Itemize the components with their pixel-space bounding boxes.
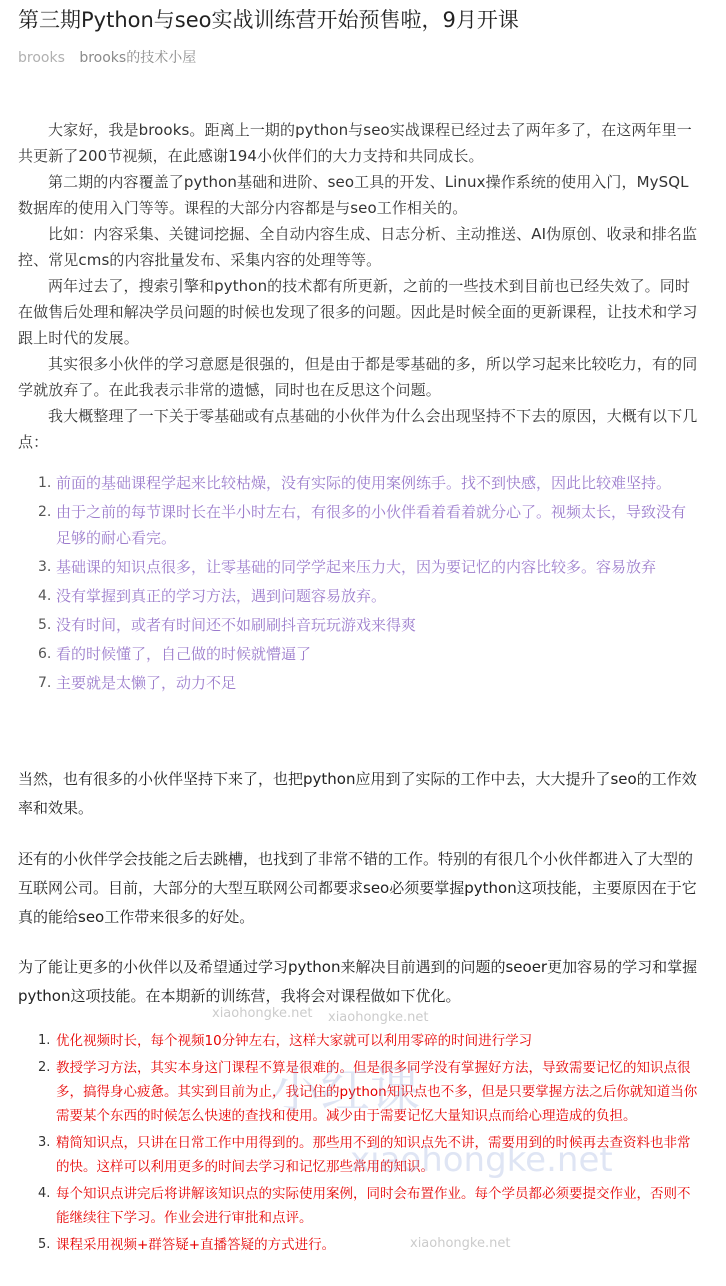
intro-paragraph: 比如：内容采集、关键词挖掘、全自动内容生成、日志分析、主动推送、AI伪原创、收录和排名监控、常见cms的内容批量发布、采集内容的处理等等。 [18, 225, 698, 269]
reason-item: 1. 前面的基础课程学起来比较枯燥，没有实际的使用案例练手。找不到快感，因此比较难坚持。 [38, 474, 672, 492]
intro-paragraph: 我大概整理了一下关于零基础或有点基础的小伙伴为什么会出现坚持不下去的原因，大概有以下几点： [18, 407, 698, 451]
reason-item: 5. 没有时间，或者有时间还不如刷刷抖音玩玩游戏来得爽 [38, 616, 417, 634]
optimization-item: 2. 教授学习方法，其实本身这门课程不算是很难的。但是很多同学没有掌握好方法，导致需要记忆的知识点很多，搞得身心疲惫。其实到目前为止，我记住的python知识点也不多，但是只要掌握方法之后你就知道当你需要某个东西的时候怎么快速的查找和使用。减少由于需要记忆大量知识点而给心理造成的负担。 [38, 1060, 698, 1124]
author-link[interactable]: brooks [18, 50, 65, 66]
intro-paragraph: 两年过去了，搜索引擎和python的技术都有所更新，之前的一些技术到目前也已经失效了。同时在做售后处理和解决学员问题的时候也发现了很多的问题。因此是时候全面的更新课程，让技术和学习跟上时代的发展。 [18, 277, 698, 347]
intro-paragraph: 其实很多小伙伴的学习意愿是很强的，但是由于都是零基础的多，所以学习起来比较吃力，有的同学就放弃了。在此我表示非常的遗憾，同时也在反思这个问题。 [18, 355, 698, 399]
reason-item: 2. 由于之前的每节课时长在半小时左右，有很多的小伙伴看着看着就分心了。视频太长，导致没有足够的耐心看完。 [38, 503, 687, 547]
intro-paragraph: 第二期的内容覆盖了python基础和进阶、seo工具的开发、Linux操作系统的使用入门，MySQL数据库的使用入门等等。课程的大部分内容都是与seo工作相关的。 [18, 173, 689, 217]
watermark-site: xiaohongke.net [328, 1010, 429, 1025]
watermark-site-large: xiaohongke.net [350, 1140, 613, 1180]
intro-section [18, 117, 700, 455]
watermark-site: xiaohongke.net [212, 1006, 313, 1021]
blog-name-link[interactable]: brooks的技术小屋 [79, 50, 197, 66]
paragraph-jobs: 还有的小伙伴学会技能之后去跳槽，也找到了非常不错的工作。特别的有很几个小伙伴都进入了大型的互联网公司。目前，大部分的大型互联网公司都要求seo必须要掌握python这项技能，主要原因在于它真的能给seo工作带来很多的好处。 [18, 850, 697, 926]
reason-item: 4. 没有掌握到真正的学习方法，遇到问题容易放弃。 [38, 587, 387, 605]
optimization-item: 4. 每个知识点讲完后将讲解该知识点的实际使用案例，同时会布置作业。每个学员都必须要提交作业，否则不能继续往下学习。作业会进行审批和点评。 [38, 1186, 691, 1226]
paragraph-optimize: 为了能让更多的小伙伴以及希望通过学习python来解决目前遇到的问题的seoer更加容易的学习和掌握python这项技能。在本期新的训练营，我将会对课程做如下优化。 [18, 958, 698, 1005]
reason-item: 7. 主要就是太懒了，动力不足 [38, 674, 237, 692]
paragraph-after-reasons: 当然，也有很多的小伙伴坚持下来了，也把python应用到了实际的工作中去，大大提升了seo的工作效率和效果。 [18, 770, 697, 817]
reason-item: 6. 看的时候懂了，自己做的时候就懵逼了 [38, 645, 312, 663]
optimization-item: 5. 课程采用视频+群答疑+直播答疑的方式进行。 [38, 1237, 336, 1253]
intro-paragraph: 大家好，我是brooks。距离上一期的python与seo实战课程已经过去了两年多了，在这两年里一共更新了200节视频，在此感谢194小伙伴们的大力支持和共同成长。 [18, 121, 692, 165]
optimization-item: 1. 优化视频时长，每个视频10分钟左右，这样大家就可以利用零碎的时间进行学习 [38, 1033, 533, 1049]
article-meta [18, 48, 196, 68]
reasons-list [18, 470, 700, 699]
reason-item: 3. 基础课的知识点很多，让零基础的同学学起来压力大，因为要记忆的内容比较多。容易放弃 [38, 558, 657, 576]
watermark-brand: 小红课 [270, 1061, 420, 1119]
article-title: 第三期Python与seo实战训练营开始预售啦，9月开课 [18, 8, 519, 32]
watermark-site: xiaohongke.net [410, 1236, 511, 1251]
optimization-item: 3. 精简知识点，只讲在日常工作中用得到的。那些用不到的知识点先不讲，需要用到的时候再去查资料也非常的快。这样可以利用更多的时间去学习和记忆那些常用的知识。 [38, 1135, 691, 1175]
